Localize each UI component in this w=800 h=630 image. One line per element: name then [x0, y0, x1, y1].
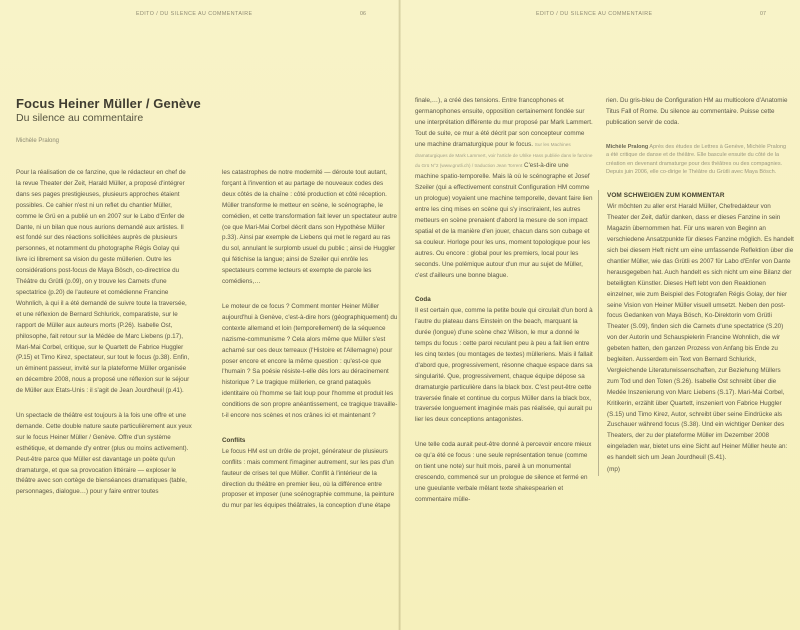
running-head-left: EDITO / DU SILENCE AU COMMENTAIRE: [136, 11, 253, 17]
section-heading-conflits: Conflits: [222, 436, 246, 444]
paragraph-text: C'est-à-dire une machine spatio-temporelle. Mais là où le scénographe et Josef Szeiler (qui a effectivement construit Configuration HM comme un prologue) voyaient une machine temporelle, devant faire lien entre les cinq mises en scène qui s'y inscriraient, les autres metteurs en scène prenaient d'abord la mesure de son impact spatial et de la manière d'en jouer, chacun dans son cubage et sa couleur. Horloge pour les uns, moment topologique pour les autres. Ou encore : global pour les premiers, local pour les seconds. Une polémique autour d'un mur au sujet de Müller, c'est d'ailleurs une bonne blague.: [415, 162, 593, 279]
paragraph: Il est certain que, comme la petite boule qui circulait d'un bord à l'autre du plateau dans Einstein on the beach, marquant la durée (longue) d'une scène chez Wilson, le mur a donné le temps du focus : cette paroi reculant peu à peu a fait lien entre les cinq textes (ou montages de textes) mülleriens. Mais il fallait d'abord que, progressivement, résonne chaque espace dans sa singularité. Que, progressivement, chaque équipe dépose sa dramaturgie particulière dans la black box. C'est peut-être cette traversée finale et continue du corpus Müller dans la black box, traversée longuement imaginée mais pas réalisée, qui aurait pu lier les deux conceptions antagonistes.: [415, 307, 593, 424]
paragraph: les catastrophes de notre modernité — déroute tout autant, forçant à l'invention et au partage de nouveaux codes des deux côtés de la chaîne : côté production et côté réception. Müller transforme le metteur en scène, le scénographe, le comédien, et cette transformation fait lever un spectateur autre (ce que Mari-Mai Corbel décrit dans son Hypothèse Müller p.33). Ainsi par exemple de Liebens qui met le regard au ras du sol, annulant le surplomb usuel du public ; ainsi de Huggler qui fétichise la langue; ainsi de Szeiler qui enrôle les spectateurs comme lecteurs et exempte de parole les comédiens,…: [222, 169, 398, 286]
section-heading-coda: Coda: [415, 296, 431, 304]
page-number-right: 07: [760, 11, 766, 17]
signature-initials: (mp): [607, 466, 620, 474]
paragraph: Le focus HM est un drôle de projet, générateur de plusieurs conflits : mais comment l'imaginer autrement, sur les pas d'un fauteur de crises tel que Müller. Conflit à l'intérieur de la direction du théâtre en premier lieu, où la différence entre proposer et imposer (une scénographie commune, la peinture du mur par les équipes théâtrales, la conception d'une étape: [222, 447, 395, 510]
author-bio-note: [598, 143, 790, 177]
paragraph: Un spectacle de théâtre est toujours à la fois une offre et une demande. Cette double nature saute particulièrement aux yeux sur le focus Heiner Müller / Genève. Offre d'un système esthétique, et demande d'y entrer (plus ou moins activement). Peut-être parce que Müller est davantage un poète qu'un dramaturge, et que sa provocation littéraire — exploser le théâtre avec son cortège de bienséances dramatiques (table, personnages, dialogue…) pour y faire entrer toutes: [16, 412, 192, 496]
left-page-column-1: [16, 168, 192, 512]
page-number-left: 06: [360, 11, 366, 17]
running-head-right: EDITO / DU SILENCE AU COMMENTAIRE: [536, 11, 653, 17]
bio-author-name: Michèle Pralong: [606, 143, 649, 150]
article-subtitle: Du silence au commentaire: [16, 112, 144, 124]
inline-footnote: Sur les Machines dramaturgiques de Mark Lammert, voir l'article de Ulrike Hass publiée dans le fanzine du Grü N°2 (www.grutli.ch) / traduction Jean Torrent: [415, 141, 593, 169]
right-page-column-2: [598, 96, 794, 476]
paragraph: Le moteur de ce focus ? Comment monter Heiner Müller aujourd'hui à Genève, c'est-à-dire hors (géographiquement) du contexte allemand et loin (temporellement) de la séquence nazisme-communisme ? Cela alors même que Müller s'est acharné sur ces deux terreaux (l'Histoire et l'Allemagne) pour poser encore et encore la même question : qu'est-ce que l'humain ? Sa poésie résiste-t-elle dès lors au déracinement historique ? Le tragique müllerien, ce grand pataquès identitaire où l'homme se fait loup pour l'homme et produit les conditions de son propre anéantissement, ce tragique travaille-t-il encore nos scènes et nos crânes ici et maintenant ?: [222, 302, 398, 420]
paragraph: Wir möchten zu aller erst Harald Müller, Chefredakteur von Theater der Zeit, dafür danken, dass er dieses Fanzine in sein Magazin übernommen hat. Für uns waren von Beginn an verschiedene Ansatzpunkte für dieses Fanzine möglich. Es handelt sich bei diesem Heft nicht um eine umfassende Reflektion über die chantier Müller, wie das Grütli es 2007 für Labo d'Enfer von Dante herausgegeben hat. Auch handelt es sich nicht um eine Bilanz der beteiligten Künstler. Dieses Heft lebt von den Reaktionen einzelner, wie zum Beispiel des Fotografen Régis Golay, der hier seine Vision von Heiner Müller visuell umsetzt. Neben den post-focus Gedanken von Maya Bösch, Ko-Direktorin vom Grütli Theater (S.09), finden sich die Carnets d'une spectatrice (S.20) von der Autorin und Schauspielerin Francine Wohnlich, die wir gebeten hatten, den ganzen Prozess von Anfang bis Ende zu begleiten. Ausserdem ein Text von Bernard Schlurick, Vergleichende Literaturwissenschaften, zur Beziehung Müllers zum Tod und den Toten (S.26). Isabelle Ost schreibt über die Medée Inszenierung von Marc Liebens (S.17). Mari-Mai Corbel, Kritikerin, erzählt über Quartett, inszeniert von Fabrice Huggler (S.15) und Timo Kirez, Autor, schreibt über seine Eindrücke als Zuschauer während focus (S.38). Und ein wichtiger Denker des Theaters, der zu der plateforme Müller im Dezember 2008 eingeladen war, bietet uns eine Sicht auf Heiner Müller heute an: es handelt sich um Jean Jourdheuil (S.41).: [607, 203, 794, 462]
paragraph: Une telle coda aurait peut-être donné à percevoir encore mieux ce qu'a été ce focus : une seule représentation tenue (comme on tient une note) sur huit mois, pareil à un monumental crescendo, commencé sur un prologue de silence et fermé en une gueulante verbale mêlant texte shakespearien et commentaire mülle-: [415, 441, 592, 503]
paragraph: rien. Du gris-bleu de Configuration HM au multicolore d'Anatomie Titus Fall of Rome. Du silence au commentaire. Puisse cette publication servir de coda.: [606, 97, 788, 126]
article-title-block: [16, 96, 376, 144]
bio-text: Après des études de Lettres à Genève, Michèle Pralong a été critique de danse et de théâtre. Elle bascule ensuite du côté de la création en devenant dramaturge pour des théâtres ou des compagnies. Depuis juin 2006, elle co-dirige le Théâtre du Grütli avec Maya Bösch.: [606, 143, 787, 175]
german-translation-block: [598, 190, 794, 476]
page-gutter-divider: [398, 0, 401, 630]
paragraph-text: finale,…), a créé des tensions. Entre francophones et germanophones ensuite, opposition certainement fondée sur une interprétation différente du mur proposé par Mark Lammert. Tout de suite, ce mur a été décrit par son concepteur comme une machine dramaturgique pour le focus.: [415, 97, 593, 148]
article-title: Focus Heiner Müller / Genève: [16, 96, 201, 111]
right-page-column-1: [415, 96, 593, 520]
paragraph: [415, 96, 593, 281]
paragraph: Pour la réalisation de ce fanzine, que le rédacteur en chef de la revue Theater der Zeit, Harald Müller, a proposé d'intégrer dans ses pages prestigieuses, plusieurs approches étaient possibles. Ce cahier n'est ni un reflet du chantier Müller, comme le Grü en a publié un en 2007 sur le Labo d'Enfer de Dante, ni un bilan que nous aurions demandé aux artistes. Il est fondé sur des réactions sollicitées auprès de plusieurs personnes, et notamment du photographe Régis Golay qui livre ici librement sa vision du geste müllerien. Outre les considérations post-focus de Maya Bösch, co-directrice du Théâtre du Grütli (p.09), on y trouve les Carnets d'une spectatrice (p.20) de l'auteure et comédienne Francine Wohnlich, à qui il a été demandé de suivre toute la traversée, et une réflexion de Bernard Schlurick, comparatiste, sur le rapport de Müller aux auteurs morts (P.26). Isabelle Ost, philosophe, fait retour sur la Médée de Marc Liebens (p.17), Mari-Mai Corbel, critique, sur le Quartett de Fabrice Huggler (P.15) et Timo Kirez, spectateur, sur tout le focus (p.38). Enfin, un éminent passeur, invité sur la plateforme Müller organisée en décembre 2008, nous a proposé une réflexion sur le séjour de Müller aux Etats-Unis : il s'agit de Jean Jourdheuil (p.41).: [16, 169, 190, 395]
german-section-heading: VOM SCHWEIGEN ZUM KOMMENTAR: [607, 192, 725, 200]
left-page-column-2: [222, 168, 398, 526]
author-byline: Michèle Pralong: [16, 138, 60, 144]
